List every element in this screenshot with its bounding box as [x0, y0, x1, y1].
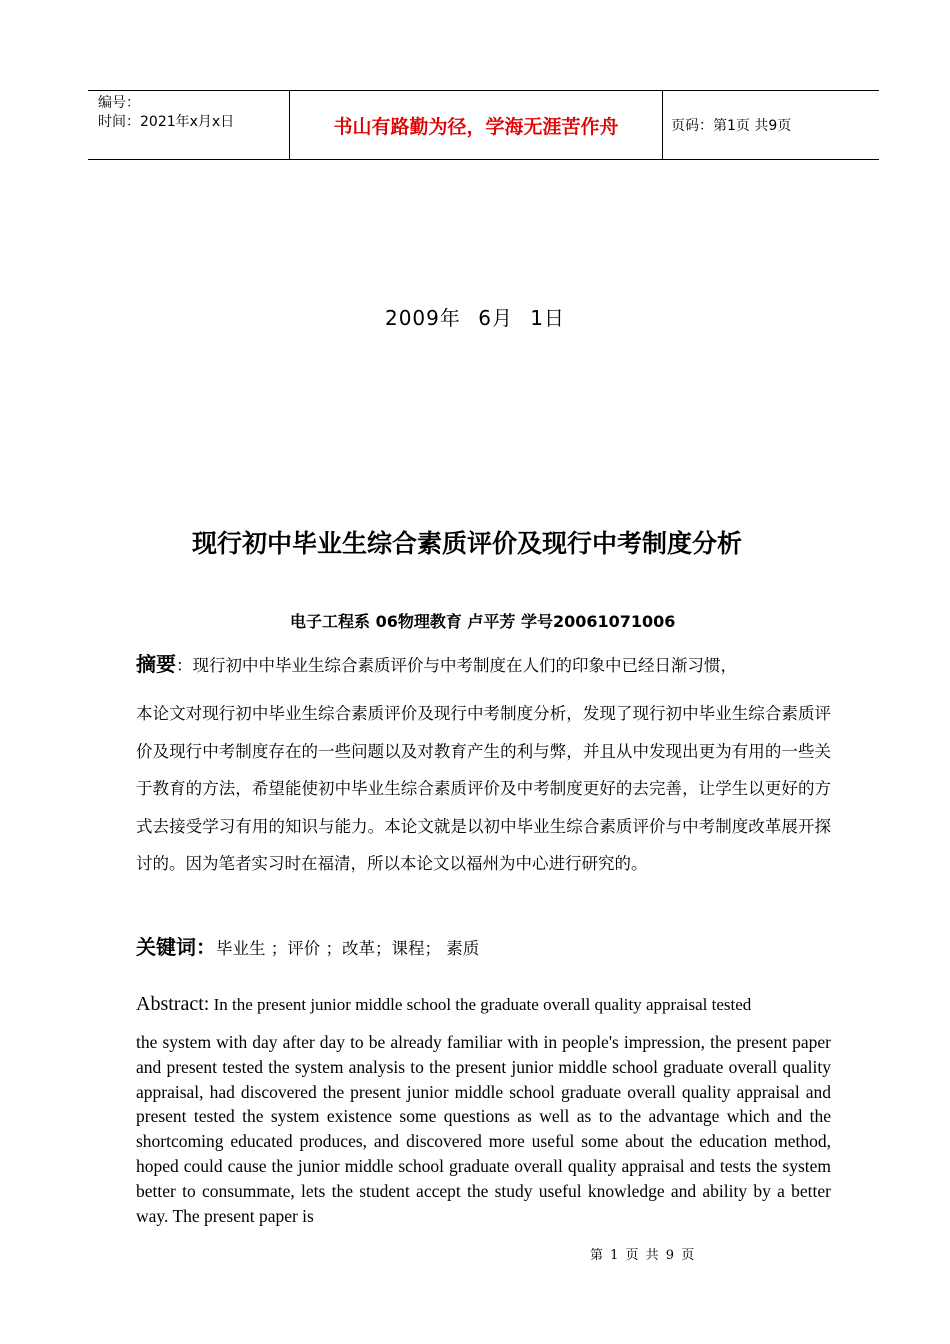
- abstract-first-text: 现行初中中毕业生综合素质评价与中考制度在人们的印象中已经日渐习惯，: [192, 656, 737, 675]
- paper-title: 现行初中毕业生综合素质评价及现行中考制度分析: [192, 529, 743, 558]
- header-meta-cell: [88, 91, 290, 159]
- page-footer: 第 1 页 共 9 页: [590, 1248, 695, 1263]
- abstract-colon: ：: [176, 656, 193, 675]
- english-abstract-body: the system with day after day to be already familiar with in people's impression, the present paper and present tested the system analysis to the present junior middle school graduate overall quality appraisal, had discovered the present junior middle school graduate overall quality appraisal and present tested the system existence some questions as well as to the advantage which and the shortcoming educated produces, and discovered more useful some about the education method, hoped could cause the junior middle school graduate overall quality appraisal and tests the system better to consummate, lets the student accept the study useful knowledge and ability by a better way. The present paper is: [136, 1032, 831, 1226]
- keywords-text: 毕业生 ；评价 ；改革；课程； 素质: [216, 939, 480, 958]
- english-abstract-label: Abstract:: [136, 993, 210, 1015]
- abstract-first-line: [136, 648, 836, 677]
- header-motto: 书山有路勤为径，学海无涯苦作舟: [290, 91, 663, 159]
- document-header: [88, 90, 879, 160]
- time-label: 时间：2021年x月x日: [98, 114, 235, 130]
- english-abstract-first-text: In the present junior middle school the graduate overall quality appraisal tested: [209, 995, 752, 1014]
- english-abstract-first-line: [136, 993, 831, 1016]
- keywords-label: 关键词: [136, 935, 196, 959]
- serial-number-label: 编号：: [98, 95, 140, 111]
- abstract-body: 本论文对现行初中毕业生综合素质评价及现行中考制度分析，发现了现行初中毕业生综合素质评价及现行中考制度存在的一些问题以及对教育产生的利与弊，并且从中发现出更为有用的一些关于教育的方法，希望能使初中毕业生综合素质评价及中考制度更好的去完善，让学生以更好的方式去接受学习有用的知识与能力。本论文就是以初中毕业生综合素质评价与中考制度改革展开探讨的。因为笔者实习时在福清，所以本论文以福州为中心进行研究的。: [136, 704, 831, 873]
- abstract-label: 摘要: [136, 652, 176, 676]
- document-date: 2009年 6月 1日: [384, 306, 566, 330]
- header-page-info: 页码：第1页 共9页: [671, 118, 792, 134]
- keywords-colon: ：: [196, 935, 216, 959]
- author-line: 电子工程系 06物理教育 卢平芳 学号20061071006: [290, 612, 676, 631]
- keywords-line: [136, 931, 479, 960]
